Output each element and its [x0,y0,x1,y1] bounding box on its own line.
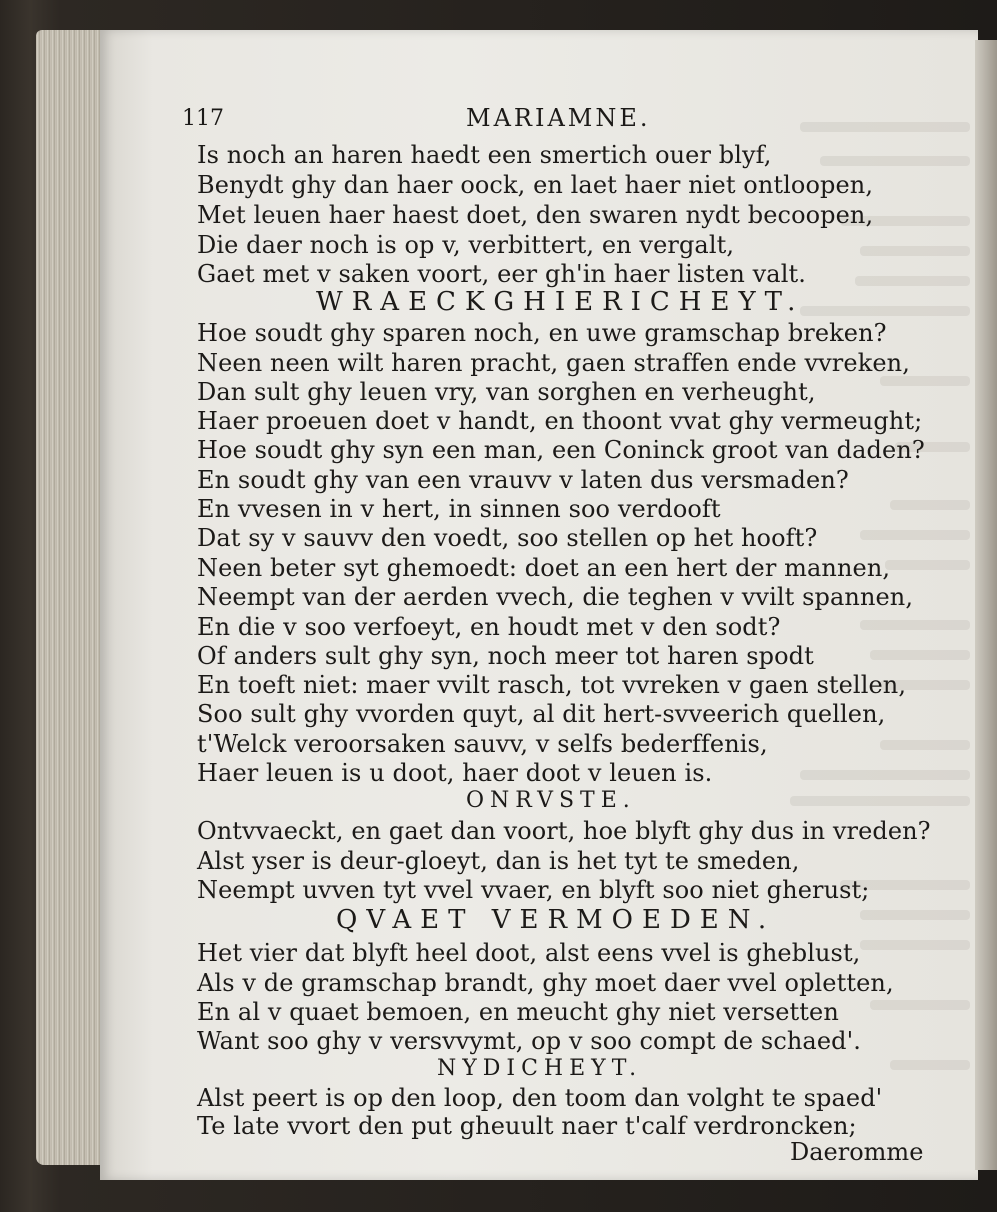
verse-line: Te late vvort den put gheuult naer t'calf verdroncken; [197,1112,857,1140]
verse-line: Neen neen wilt haren pracht, gaen straffen ende vvreken, [197,349,910,377]
verse-line: Het vier dat blyft heel doot, alst eens vvel is gheblust, [197,939,861,967]
verse-line: Want soo ghy v versvvymt, op v soo compt de schaed'. [197,1027,862,1055]
verse-line: Met leuen haer haest doet, den swaren nydt becoopen, [197,201,874,229]
verse-line: En vvesen in v hert, in sinnen soo verdooft [197,495,721,523]
verse-line: Als v de gramschap brandt, ghy moet daer vvel opletten, [197,969,894,997]
verse-line: Alst yser is deur-gloeyt, dan is het tyt te smeden, [197,847,800,875]
verse-line: Is noch an haren haedt een smertich ouer blyf, [197,141,772,169]
section-heading: NYDICHEYT. [437,1056,643,1081]
catchword: Daeromme [790,1138,924,1166]
verse-line: En die v soo verfoeyt, en houdt met v den sodt? [197,613,781,641]
verse-line: Gaet met v saken voort, eer gh'in haer listen valt. [197,260,806,288]
verse-line: Alst peert is op den loop, den toom dan volght te spaed' [197,1084,883,1112]
verse-line: Ontvvaeckt, en gaet dan voort, hoe blyft ghy dus in vreden? [197,817,931,845]
verse-line: Neempt uvven tyt vvel vvaer, en blyft soo niet gherust; [197,876,870,904]
verse-line: Neempt van der aerden vvech, die teghen v vvilt spannen, [197,583,914,611]
page-number: 117 [182,106,224,131]
section-heading: WRAECKGHIERICHEYT. [316,287,805,317]
verse-line: t'Welck veroorsaken sauvv, v selfs bederffenis, [197,730,768,758]
verse-line: Die daer noch is op v, verbittert, en vergalt, [197,231,735,259]
verse-line: En soudt ghy van een vrauvv v laten dus versmaden? [197,466,849,494]
running-head: MARIAMNE. [466,104,651,132]
verse-line: Hoe soudt ghy sparen noch, en uwe gramschap breken? [197,319,887,347]
verse-line: Dan sult ghy leuen vry, van sorghen en verheught, [197,378,816,406]
section-heading: QVAET VERMOEDEN. [336,905,776,935]
verse-line: Neen beter syt ghemoedt: doet an een hert der mannen, [197,554,891,582]
verse-line: En al v quaet bemoen, en meucht ghy niet versetten [197,998,839,1026]
verse-line: Haer proeuen doet v handt, en thoont vvat ghy vermeught; [197,407,923,435]
verse-line: Dat sy v sauvv den voedt, soo stellen op het hooft? [197,524,818,552]
verse-line: Soo sult ghy vvorden quyt, al dit hert-svveerich quellen, [197,700,886,728]
verse-line: En toeft niet: maer vvilt rasch, tot vvreken v gaen stellen, [197,671,907,699]
verse-line: Of anders sult ghy syn, noch meer tot haren spodt [197,642,814,670]
verse-line: Hoe soudt ghy syn een man, een Coninck groot van daden? [197,436,925,464]
verse-line: Haer leuen is u doot, haer doot v leuen is. [197,759,713,787]
section-heading: ONRVSTE. [466,788,636,813]
verse-line: Benydt ghy dan haer oock, en laet haer niet ontloopen, [197,171,874,199]
